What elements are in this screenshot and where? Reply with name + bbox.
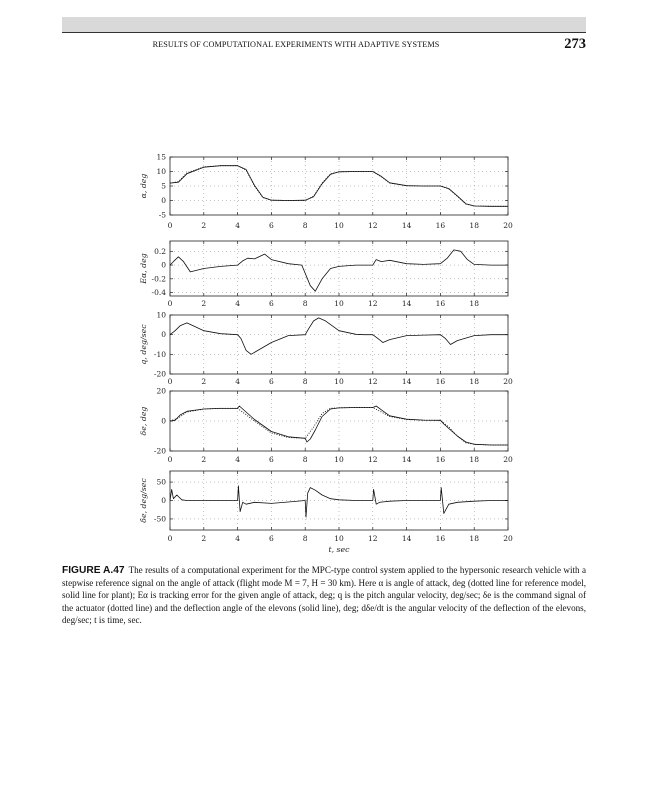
x-tick-label: 18 bbox=[469, 299, 479, 308]
y-axis-label: δe, deg bbox=[139, 406, 148, 436]
x-tick-label: 8 bbox=[302, 221, 308, 230]
x-tick-label: 2 bbox=[201, 377, 207, 386]
x-tick-label: 10 bbox=[334, 455, 344, 464]
x-tick-label: 10 bbox=[334, 299, 344, 308]
x-tick-label: 4 bbox=[235, 221, 240, 230]
y-tick-label: 50 bbox=[156, 477, 166, 487]
x-tick-label: 14 bbox=[401, 534, 412, 543]
x-tick-label: 20 bbox=[503, 377, 513, 386]
page-number: 273 bbox=[564, 36, 586, 52]
x-tick-label: 6 bbox=[269, 299, 274, 308]
x-tick-label: 14 bbox=[401, 221, 412, 230]
subplot-4 bbox=[139, 387, 513, 465]
x-tick-label: 4 bbox=[235, 299, 240, 308]
x-tick-label: 16 bbox=[435, 299, 446, 308]
y-tick-label: -5 bbox=[158, 210, 166, 220]
y-tick-label: 5 bbox=[161, 181, 166, 191]
x-tick-label: 12 bbox=[368, 299, 378, 308]
x-tick-label: 4 bbox=[235, 534, 240, 543]
y-tick-label: -20 bbox=[153, 369, 166, 379]
x-tick-label: 14 bbox=[401, 299, 412, 308]
x-tick-label: 2 bbox=[201, 534, 207, 543]
x-tick-label: 4 bbox=[235, 377, 240, 386]
x-tick-label: 4 bbox=[235, 455, 240, 464]
x-tick-label: 12 bbox=[368, 455, 378, 464]
x-tick-label: 2 bbox=[201, 455, 207, 464]
y-axis-label: q, deg/sec bbox=[139, 324, 148, 365]
x-tick-label: 20 bbox=[503, 534, 513, 543]
x-tick-label: 18 bbox=[469, 221, 479, 230]
y-tick-label: -20 bbox=[153, 446, 166, 456]
y-tick-label: -50 bbox=[153, 514, 166, 524]
x-tick-label: 18 bbox=[469, 377, 479, 386]
x-tick-label: 8 bbox=[302, 377, 308, 386]
x-tick-label: 0 bbox=[167, 299, 173, 308]
x-tick-label: 12 bbox=[368, 534, 378, 543]
x-tick-label: 20 bbox=[503, 455, 513, 464]
x-tick-label: 6 bbox=[269, 221, 274, 230]
y-tick-label: 15 bbox=[156, 152, 166, 162]
x-tick-label: 20 bbox=[503, 221, 513, 230]
x-tick-label: 12 bbox=[368, 221, 378, 230]
x-tick-label: 12 bbox=[368, 377, 378, 386]
x-tick-label: 2 bbox=[201, 221, 207, 230]
x-tick-label: 18 bbox=[469, 534, 479, 543]
subplot-1 bbox=[139, 153, 513, 231]
x-tick-label: 18 bbox=[469, 455, 479, 464]
x-tick-label: 16 bbox=[435, 534, 446, 543]
y-tick-label: -0.2 bbox=[151, 274, 166, 284]
y-tick-label: 0 bbox=[161, 196, 166, 205]
y-tick-label: 0.2 bbox=[154, 246, 166, 256]
x-axis-label: t, sec bbox=[328, 545, 350, 554]
x-tick-label: 0 bbox=[167, 221, 173, 230]
x-tick-label: 10 bbox=[334, 534, 344, 543]
y-tick-label: 10 bbox=[156, 310, 166, 320]
y-tick-label: 0 bbox=[161, 496, 166, 505]
y-tick-label: 20 bbox=[156, 386, 166, 396]
x-tick-label: 8 bbox=[302, 534, 308, 543]
y-tick-label: 0 bbox=[161, 330, 166, 340]
y-axis-label: α, deg bbox=[139, 173, 148, 199]
x-tick-label: 16 bbox=[435, 377, 446, 386]
x-tick-label: 6 bbox=[269, 455, 274, 464]
y-tick-label: 0 bbox=[161, 260, 166, 270]
running-head: RESULTS OF COMPUTATIONAL EXPERIMENTS WITH ADAPTIVE SYSTEMS bbox=[152, 40, 440, 49]
x-tick-label: 14 bbox=[401, 455, 412, 464]
caption-text: The results of a computational experiment for the MPC-type control system applied to the hypersonic research vehicle with a stepwise reference signal on the angle of attack (flight mode M = 7, H = 30 km). Here α is angle of attack, deg (dotted line for reference model, solid line for plant); Eα is tracking error for the given angle of attack, deg; q is the pitch angular velocity, deg/sec; δe is the command signal of the actuator (dotted line) and the deflection angle of the elevons (solid line), deg; dδe/dt is the angular velocity of the deflection of the elevons, deg/sec; t is time, sec. bbox=[62, 565, 586, 625]
x-tick-label: 8 bbox=[302, 299, 308, 308]
x-tick-label: 0 bbox=[167, 377, 173, 386]
subplot-3 bbox=[139, 311, 513, 387]
subplot-2 bbox=[139, 241, 508, 308]
x-tick-label: 6 bbox=[269, 377, 274, 386]
x-tick-label: 6 bbox=[269, 534, 274, 543]
x-tick-label: 0 bbox=[167, 455, 173, 464]
y-axis-label: Eα, deg bbox=[139, 253, 148, 284]
y-tick-label: -0.4 bbox=[151, 288, 166, 298]
x-tick-label: 16 bbox=[435, 221, 446, 230]
x-tick-label: 10 bbox=[334, 377, 344, 386]
x-tick-label: 0 bbox=[167, 534, 173, 543]
series-line-solid bbox=[170, 486, 508, 517]
x-tick-label: 10 bbox=[334, 221, 344, 230]
x-tick-label: 2 bbox=[201, 299, 207, 308]
y-tick-label: -10 bbox=[153, 349, 166, 359]
y-axis-label: δ̇e, deg/sec bbox=[139, 478, 148, 523]
y-tick-label: 0 bbox=[161, 416, 166, 426]
subplot-5 bbox=[139, 471, 513, 543]
caption-label: FIGURE A.47 bbox=[62, 565, 125, 576]
x-tick-label: 16 bbox=[435, 455, 446, 464]
x-tick-label: 8 bbox=[302, 455, 308, 464]
figure-caption bbox=[62, 564, 586, 626]
y-tick-label: 10 bbox=[156, 167, 166, 176]
x-tick-label: 14 bbox=[401, 377, 412, 386]
